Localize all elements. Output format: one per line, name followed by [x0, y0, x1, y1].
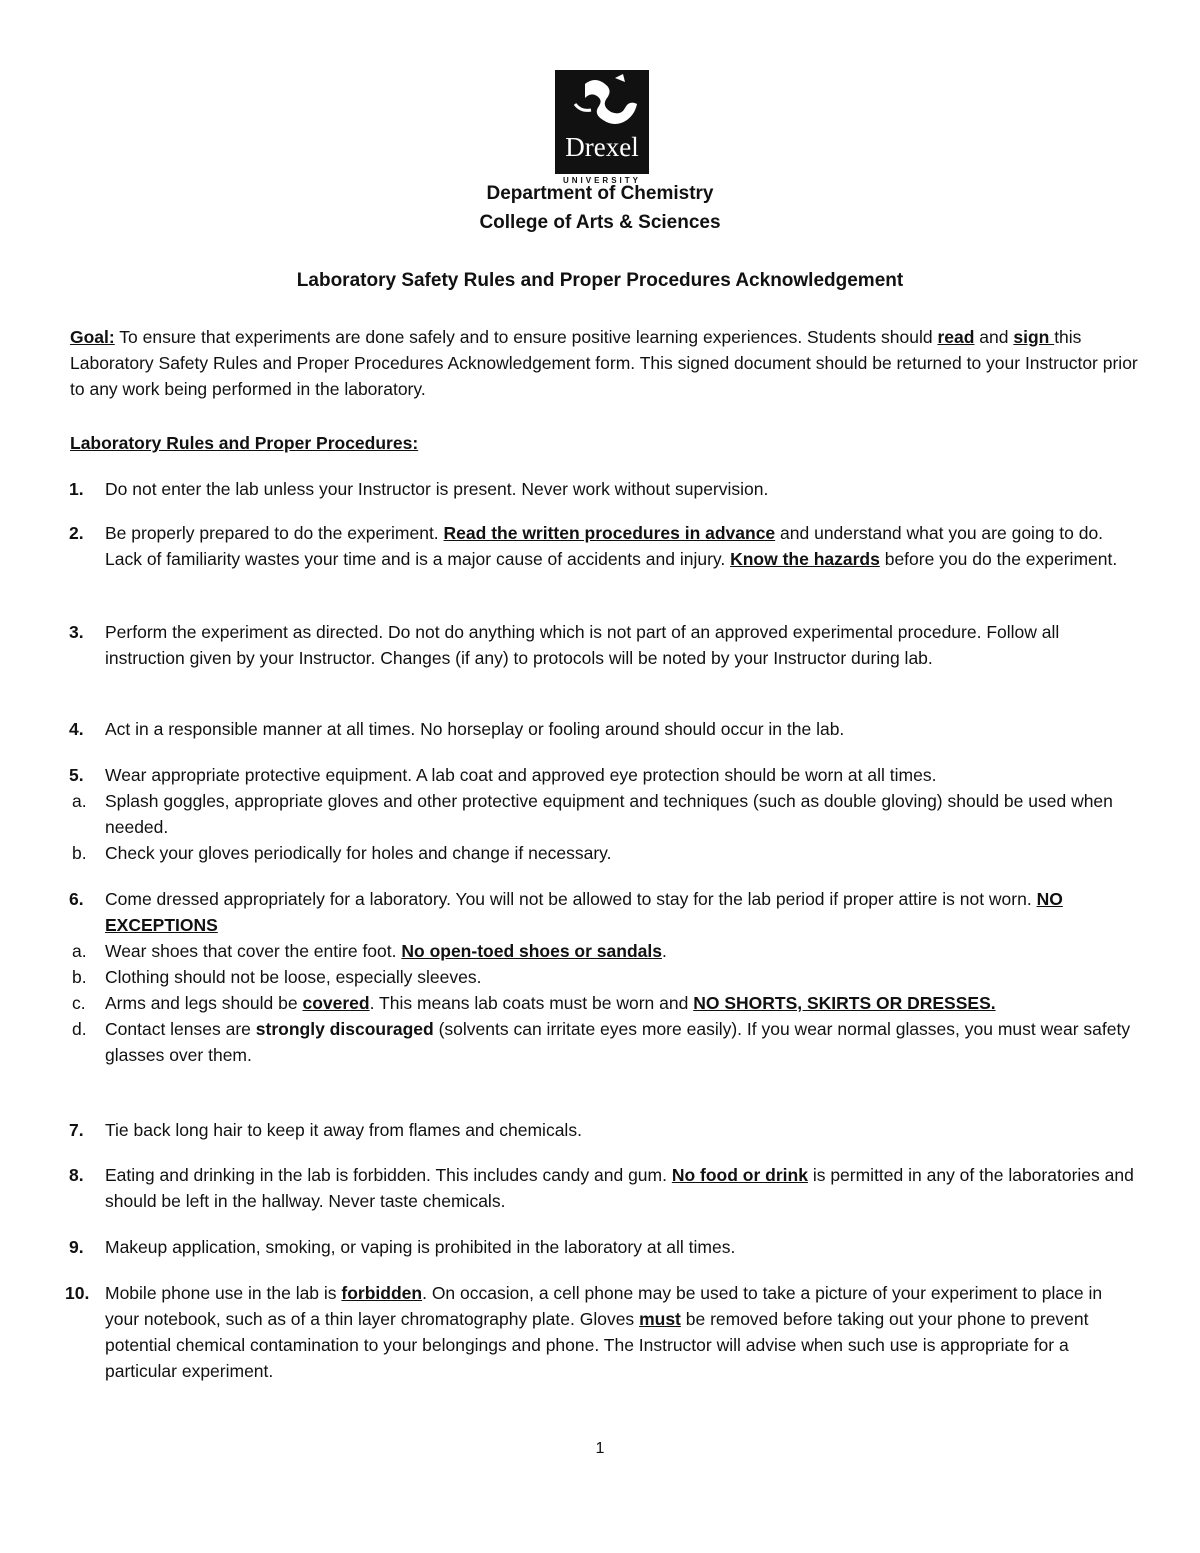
drexel-logo — [555, 70, 649, 185]
rule-number: 7. — [69, 1120, 84, 1140]
goal-text-2: and — [979, 327, 1014, 347]
goal-paragraph — [70, 324, 1140, 402]
rule-number: 5. — [69, 765, 84, 785]
rule-5-sub-a — [35, 788, 1135, 840]
rule-5-sub-b — [35, 840, 1135, 866]
sub-text: Arms and legs should be — [105, 993, 303, 1013]
rule-10 — [65, 1280, 1135, 1384]
sub-letter: c. — [72, 993, 86, 1013]
drexel-dragon-icon — [555, 70, 649, 174]
rule-text: Makeup application, smoking, or vaping is prohibited in the laboratory at all times. — [105, 1237, 736, 1257]
sub-text: Contact lenses are — [105, 1019, 256, 1039]
sub-text: . This means lab coats must be worn and — [369, 993, 694, 1013]
logo-subtext: UNIVERSITY — [562, 176, 641, 185]
goal-text-3: this Laboratory Safety Rules and Proper Procedures Acknowledgement form. This signed document should be returned to your Instructor prior to any work being performed in the laboratory. — [70, 327, 1138, 399]
rules-heading-text: Laboratory Rules and Proper Procedures: — [70, 433, 419, 453]
sub-text: Clothing should not be loose, especially sleeves. — [105, 967, 482, 987]
sub-text: . — [661, 941, 667, 961]
rule-emphasis: must — [639, 1309, 681, 1329]
sub-text: Wear shoes that cover the entire foot. — [105, 941, 402, 961]
rule-emphasis: Read the written procedures in advance — [443, 523, 776, 543]
rule-emphasis: forbidden — [341, 1283, 423, 1303]
rule-6-sub-d — [35, 1016, 1135, 1068]
college-title: College of Arts & Sciences — [479, 212, 721, 233]
department-title: Department of Chemistry — [486, 183, 714, 204]
rule-6-sub-b — [35, 964, 1135, 990]
rule-number: 9. — [69, 1237, 84, 1257]
sub-text: Splash goggles, appropriate gloves and other protective equipment and techniques (such as double gloving) should be used when needed. — [105, 791, 1113, 837]
rule-text: be removed before taking out your phone to prevent potential chemical contamination to your belongings and phone. The Instructor will advise when such use is appropriate for a particular experiment. — [105, 1309, 1089, 1381]
goal-sign: sign — [1013, 327, 1055, 347]
sub-letter: b. — [72, 843, 87, 863]
rule-number: 2. — [69, 523, 84, 543]
rule-text: Perform the experiment as directed. Do not do anything which is not part of an approved experimental procedure. Follow all instruction given by your Instructor. Changes (if any) to protocols will be noted by your Instructor during lab. — [105, 622, 1060, 668]
sub-letter: d. — [72, 1019, 87, 1039]
rule-7 — [69, 1117, 1135, 1143]
sub-letter: b. — [72, 967, 87, 987]
rule-number: 4. — [69, 719, 84, 739]
rule-emphasis: No food or drink — [671, 1165, 808, 1185]
rule-5 — [69, 762, 1135, 866]
sub-emphasis: No open-toed shoes or sandals — [401, 941, 662, 961]
svg-text:Drexel: Drexel — [565, 132, 639, 162]
rule-text: is permitted in any of the laboratories and should be left in the hallway. Never taste chemicals. — [105, 1165, 1134, 1211]
sub-letter: a. — [72, 791, 87, 811]
rule-6 — [69, 886, 1135, 1068]
rule-number: 1. — [69, 479, 84, 499]
rule-1 — [69, 476, 1135, 502]
rule-text: Be properly prepared to do the experiment. — [105, 523, 444, 543]
rule-8 — [69, 1162, 1135, 1214]
rule-text: Eating and drinking in the lab is forbidden. This includes candy and gum. — [105, 1165, 672, 1185]
rule-text: before you do the experiment. — [879, 549, 1118, 569]
page-number: 1 — [595, 1440, 605, 1457]
rule-text: Wear appropriate protective equipment. A lab coat and approved eye protection should be worn at all times. — [105, 765, 937, 785]
rule-text: Come dressed appropriately for a laboratory. You will not be allowed to stay for the lab period if proper attire is not worn. — [105, 889, 1037, 909]
rule-number: 8. — [69, 1165, 84, 1185]
goal-text-1: To ensure that experiments are done safely and to ensure positive learning experiences. Students should — [114, 327, 938, 347]
rule-emphasis: NO EXCEPTIONS — [105, 889, 1063, 935]
rule-number: 6. — [69, 889, 84, 909]
rules-heading — [70, 430, 1140, 456]
rule-text: Act in a responsible manner at all times. No horseplay or fooling around should occur in the lab. — [105, 719, 845, 739]
sub-emphasis: covered — [302, 993, 370, 1013]
rule-emphasis: Know the hazards — [730, 549, 880, 569]
rule-text: . On occasion, a cell phone may be used to take a picture of your experiment to place in your notebook, such as of a thin layer chromatography plate. Gloves — [105, 1283, 1103, 1329]
sub-emphasis: NO SHORTS, SKIRTS OR DRESSES. — [693, 993, 996, 1013]
rule-text: and understand what you are going to do. Lack of familiarity wastes your time and is a major cause of accidents and injury. — [105, 523, 1104, 569]
sub-letter: a. — [72, 941, 87, 961]
rule-6-sub-a — [35, 938, 1135, 964]
rule-4 — [69, 716, 1135, 742]
rule-2 — [69, 520, 1135, 572]
rule-6-sub-c — [35, 990, 1135, 1016]
rule-3 — [69, 619, 1135, 671]
goal-read: read — [937, 327, 975, 347]
rule-text: Mobile phone use in the lab is — [105, 1283, 342, 1303]
rule-number: 10. — [65, 1283, 90, 1303]
sub-text: Check your gloves periodically for holes and change if necessary. — [105, 843, 612, 863]
rule-9 — [69, 1234, 1135, 1260]
sub-text: (solvents can irritate eyes more easily). If you wear normal glasses, you must wear safety glasses over them. — [105, 1019, 1131, 1065]
sub-bold: strongly discouraged — [255, 1019, 434, 1039]
document-title: Laboratory Safety Rules and Proper Procedures Acknowledgement — [296, 270, 904, 291]
rule-number: 3. — [69, 622, 84, 642]
rule-text: Do not enter the lab unless your Instructor is present. Never work without supervision. — [105, 479, 769, 499]
rule-text: Tie back long hair to keep it away from flames and chemicals. — [105, 1120, 582, 1140]
goal-label: Goal: — [70, 327, 115, 347]
